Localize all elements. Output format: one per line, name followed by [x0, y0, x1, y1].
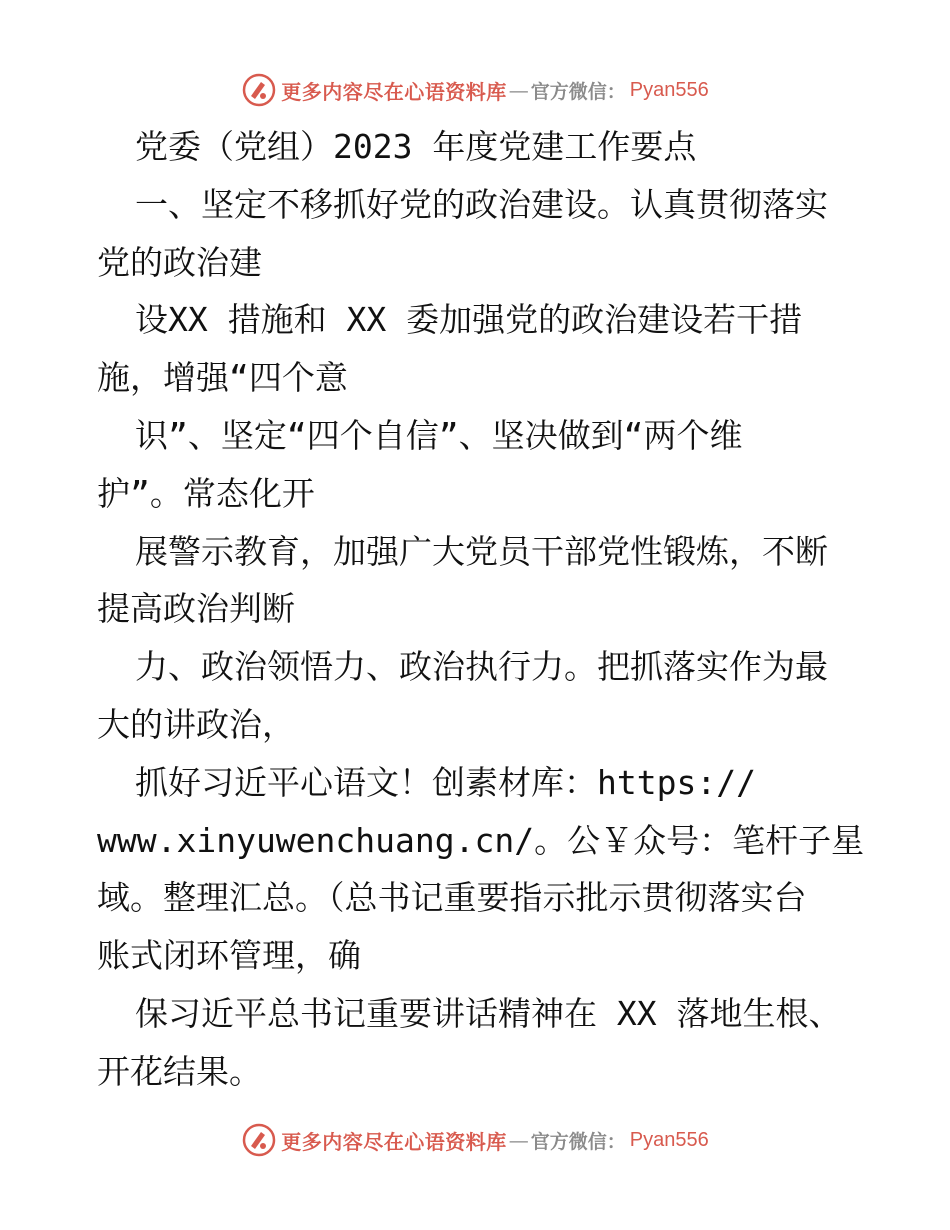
document-line: 设XX 措施和 XX 委加强党的政治建设若干措 [135, 300, 803, 340]
document-line: 力、政治领悟力、政治执行力。把抓落实作为最 [135, 647, 828, 687]
document-line: 党的政治建 [97, 242, 262, 282]
document-line: 护”。常态化开 [97, 473, 315, 513]
document-line: 保习近平总书记重要讲话精神在 XX 落地生根、 [135, 993, 842, 1033]
document-line: 施，增强“四个意 [97, 358, 348, 398]
brand-logo-icon [241, 1122, 277, 1158]
document-line: www.xinyuwenchuang.cn/。公￥众号：笔杆子星 [97, 820, 865, 860]
document-line: 提高政治判断 [97, 589, 295, 629]
banner-wechat-id: Pyan556 [629, 78, 709, 101]
banner-wechat-id: Pyan556 [629, 1128, 709, 1151]
banner-wechat-label: 官方微信： [530, 1130, 626, 1153]
document-line: 大的讲政治， [97, 704, 295, 744]
brand-logo-icon [241, 72, 277, 108]
footer-banner [0, 1120, 950, 1160]
banner-text: 更多内容尽在心语资料库 [281, 79, 507, 104]
document-line: 域。整理汇总。（总书记重要指示批示贯彻落实台 [97, 878, 807, 918]
document-line: 一、坚定不移抓好党的政治建设。认真贯彻落实 [135, 184, 828, 224]
banner-separator: — [508, 1128, 529, 1152]
header-banner [0, 70, 950, 110]
document-line: 党委（党组）2023 年度党建工作要点 [135, 127, 697, 166]
document-body [97, 118, 865, 1101]
banner-separator: — [508, 78, 529, 102]
document-line: 账式闭环管理，确 [97, 936, 361, 976]
document-line: 识”、坚定“四个自信”、坚决做到“两个维 [135, 415, 743, 455]
banner-wechat-label: 官方微信： [530, 80, 626, 103]
document-line: 抓好习近平心语文！创素材库：https:// [135, 762, 756, 802]
banner-text: 更多内容尽在心语资料库 [281, 1129, 507, 1154]
document-line: 开花结果。 [97, 1051, 262, 1091]
document-line: 展警示教育，加强广大党员干部党性锻炼，不断 [135, 531, 828, 571]
